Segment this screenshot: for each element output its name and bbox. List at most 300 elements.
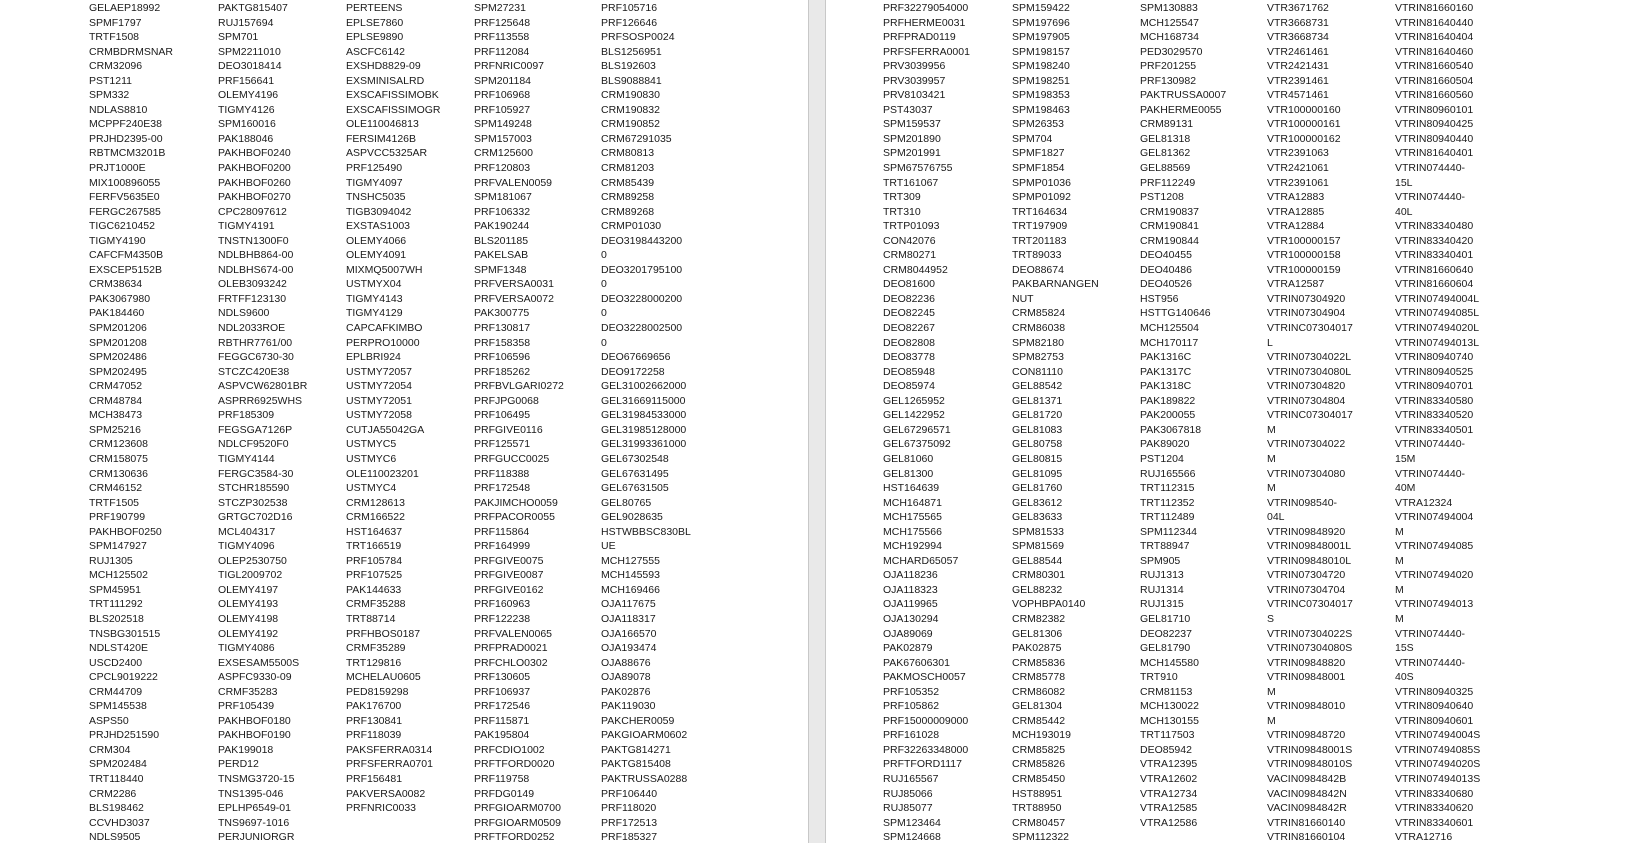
code-cell: RBTHR7761/00: [218, 336, 293, 349]
code-cell: PAKHBOF0260: [218, 176, 291, 189]
code-cell: VTR100000157: [1267, 234, 1341, 247]
code-cell: GEL67302548: [601, 452, 669, 465]
code-cell: PAKHBOF0270: [218, 191, 291, 204]
code-cell: PRF122238: [474, 612, 531, 625]
code-cell: MCH125547: [1140, 16, 1199, 29]
code-cell: PRF164999: [474, 540, 531, 553]
code-cell: USTMY72058: [346, 409, 412, 422]
code-cell: SPM145538: [89, 700, 147, 713]
code-cell: M: [1395, 525, 1404, 538]
code-cell: DEO40526: [1140, 278, 1192, 291]
code-cell: PRFTFORD1117: [883, 758, 962, 771]
code-cell: BLS198462: [89, 802, 144, 815]
code-cell: GEL81710: [1140, 612, 1191, 625]
code-cell: DEO40486: [1140, 263, 1192, 276]
code-cell: PRF120803: [474, 162, 531, 175]
left-column-1: [89, 1, 222, 843]
right-column-4: [1267, 1, 1400, 843]
right-column-5: [1395, 1, 1528, 843]
code-cell: PRFPRAD0021: [474, 642, 548, 655]
code-cell: RUJ85066: [883, 787, 933, 800]
code-cell: VTRIN07304720: [1267, 569, 1346, 582]
code-cell: USTMY72054: [346, 380, 412, 393]
code-cell: PAK1316C: [1140, 351, 1192, 364]
code-cell: OJA89069: [883, 627, 933, 640]
code-cell: VTR2421061: [1267, 162, 1329, 175]
code-cell: PAK184460: [89, 307, 145, 320]
code-cell: RUJ1313: [1140, 569, 1184, 582]
code-cell: GEL88232: [1012, 583, 1063, 596]
code-cell: VTRIN81660104: [1267, 831, 1346, 843]
code-cell: VTR4571461: [1267, 89, 1329, 102]
code-cell: PRFNRIC0033: [346, 802, 417, 815]
code-cell: VTRIN07304080L: [1267, 365, 1352, 378]
code-cell: GEL83612: [1012, 496, 1063, 509]
code-cell: PAK89020: [1140, 438, 1190, 451]
code-cell: TRT112489: [1140, 511, 1195, 524]
code-cell: PRFGIVE0162: [474, 583, 544, 596]
code-cell: CAFCFM4350B: [89, 249, 164, 262]
code-cell: PED8159298: [346, 685, 409, 698]
code-cell: PAK144633: [346, 583, 402, 596]
code-cell: PAK02875: [1012, 642, 1062, 655]
code-cell: CAPCAFKIMBO: [346, 322, 423, 335]
code-cell: VTRIN07304704: [1267, 583, 1346, 596]
code-cell: OLEMY4192: [218, 627, 279, 640]
code-cell: OJA193474: [601, 642, 657, 655]
code-cell: CCVHD3037: [89, 816, 150, 829]
code-cell: OJA117675: [601, 598, 656, 611]
code-cell: PRF156641: [218, 74, 275, 87]
code-cell: MCH175565: [883, 511, 942, 524]
code-cell: PAKTG815407: [218, 2, 288, 14]
code-cell: PRF106937: [474, 685, 531, 698]
code-cell: RUJ1315: [1140, 598, 1184, 611]
code-cell: CRM85778: [1012, 671, 1066, 684]
code-cell: VTRIN074440-: [1395, 162, 1466, 175]
code-cell: GEL81790: [1140, 642, 1191, 655]
code-cell: CRM86082: [1012, 685, 1066, 698]
code-cell: CRM85826: [1012, 758, 1066, 771]
code-cell: PRFGIOARM0509: [474, 816, 561, 829]
code-cell: TRT112315: [1140, 482, 1195, 495]
code-cell: GEL81371: [1012, 394, 1063, 407]
code-cell: CPCL9019222: [89, 671, 158, 684]
code-cell: TRT112352: [1140, 496, 1195, 509]
code-cell: CRM85836: [1012, 656, 1066, 669]
code-cell: PRF201255: [1140, 60, 1197, 73]
right-column-2: [1012, 1, 1145, 843]
code-cell: VTRA12324: [1395, 496, 1453, 509]
code-cell: MCH38473: [89, 409, 143, 422]
code-cell: CRM190841: [1140, 220, 1199, 233]
code-cell: DEO3228002500: [601, 322, 683, 335]
code-cell: GEL83633: [1012, 511, 1063, 524]
code-cell: TRT197909: [1012, 220, 1068, 233]
code-cell: HST164637: [346, 525, 403, 538]
code-cell: CRM8044952: [883, 263, 948, 276]
code-cell: EPLBRI924: [346, 351, 401, 364]
code-cell: PERPRO10000: [346, 336, 420, 349]
code-cell: DEO85974: [883, 380, 935, 393]
code-cell: PRF185327: [601, 831, 658, 843]
code-cell: CRM38634: [89, 278, 143, 291]
code-cell: TIGMY4129: [346, 307, 403, 320]
code-cell: TIGB3094042: [346, 205, 412, 218]
code-cell: MCH145593: [601, 569, 660, 582]
code-cell: OJA130294: [883, 612, 939, 625]
code-cell: TRT88947: [1140, 540, 1190, 553]
code-cell: VTRIN07304080: [1267, 467, 1346, 480]
code-cell: PRF112084: [474, 45, 530, 58]
code-cell: SPM112322: [1012, 831, 1070, 843]
code-cell: VTRIN074440-: [1395, 656, 1466, 669]
code-cell: SPM159422: [1012, 2, 1070, 14]
code-cell: MCH175566: [883, 525, 942, 538]
code-cell: CRM158075: [89, 452, 148, 465]
left-column-3: [346, 1, 479, 816]
code-cell: PRFTFORD0252: [474, 831, 555, 843]
code-cell: PRF158358: [474, 336, 531, 349]
code-cell: VTRIN07494020: [1395, 569, 1474, 582]
code-cell: PAKHERME0055: [1140, 103, 1222, 116]
code-cell: ASCFC6142: [346, 45, 405, 58]
code-cell: MCH193019: [1012, 729, 1071, 742]
code-cell: MCL404317: [218, 525, 276, 538]
code-cell: VTRIN07304022: [1267, 438, 1346, 451]
code-cell: GEL31984533000: [601, 409, 687, 422]
code-cell: VTRIN07304820: [1267, 380, 1346, 393]
code-cell: MCH164871: [883, 496, 942, 509]
code-cell: BLS1256951: [601, 45, 662, 58]
code-cell: PRV8103421: [883, 89, 946, 102]
code-cell: MIX100896055: [89, 176, 161, 189]
code-cell: VTR100000158: [1267, 249, 1341, 262]
code-cell: OJA118323: [883, 583, 938, 596]
code-cell: VTRIN07304022S: [1267, 627, 1353, 640]
code-cell: CRM190832: [601, 103, 660, 116]
code-cell: PRFDG0149: [474, 787, 535, 800]
code-cell: PRF118020: [601, 802, 657, 815]
code-cell: EPLHP6549-01: [218, 802, 291, 815]
code-cell: SPM130883: [1140, 2, 1198, 14]
code-cell: SPM197905: [1012, 31, 1070, 44]
code-cell: PRFTFORD0020: [474, 758, 555, 771]
code-cell: SPM201206: [89, 322, 147, 335]
code-cell: SPMP01036: [1012, 176, 1071, 189]
code-cell: VTR100000161: [1267, 118, 1341, 131]
code-cell: VTRIN80940440: [1395, 132, 1474, 145]
code-cell: TRT310: [883, 205, 921, 218]
code-cell: CRM80457: [1012, 816, 1066, 829]
code-cell: DEO3201795100: [601, 263, 683, 276]
right-column-3: [1140, 1, 1273, 830]
code-cell: GEL67296571: [883, 423, 951, 436]
code-cell: VTRIN83340501: [1395, 423, 1474, 436]
code-cell: VTRA12885: [1267, 205, 1325, 218]
code-cell: VTRIN80940325: [1395, 685, 1474, 698]
code-cell: MCH192994: [883, 540, 942, 553]
code-cell: RUJ165566: [1140, 467, 1196, 480]
code-cell: GEL9028635: [601, 511, 663, 524]
code-cell: VTRA12716: [1395, 831, 1453, 843]
code-cell: HSTWBBSC830BL: [601, 525, 691, 538]
code-cell: GEL81760: [1012, 482, 1063, 495]
code-cell: VTRIN07494004L: [1395, 292, 1480, 305]
code-cell: GEL88569: [1140, 162, 1191, 175]
code-cell: SPM201890: [883, 132, 941, 145]
code-cell: CRM85439: [601, 176, 655, 189]
code-cell: SPM82753: [1012, 351, 1064, 364]
code-cell: TIGMY4144: [218, 452, 275, 465]
code-cell: PRF115871: [474, 714, 530, 727]
code-cell: VTRA12883: [1267, 191, 1325, 204]
code-cell: PAKSFERRA0314: [346, 743, 433, 756]
code-cell: PRF118388: [474, 467, 530, 480]
code-cell: CRM89131: [1140, 118, 1194, 131]
code-cell: SPM332: [89, 89, 130, 102]
code-cell: PAK3067818: [1140, 423, 1202, 436]
code-cell: VTRIN80940740: [1395, 351, 1474, 364]
code-cell: VTR3668734: [1267, 31, 1329, 44]
code-cell: CRM86038: [1012, 322, 1066, 335]
code-cell: SPMF1827: [1012, 147, 1065, 160]
code-cell: GEL31993361000: [601, 438, 687, 451]
code-cell: PAK300775: [474, 307, 530, 320]
code-cell: PRF113558: [474, 31, 530, 44]
code-cell: PAKHBOF0200: [218, 162, 291, 175]
code-cell: MCH168734: [1140, 31, 1199, 44]
code-cell: GEL80758: [1012, 438, 1063, 451]
code-cell: EXSCAFISSIMOGR: [346, 103, 441, 116]
code-cell: RUJ85077: [883, 802, 933, 815]
code-cell: TIGMY4190: [89, 234, 146, 247]
code-cell: OLE110046813: [346, 118, 419, 131]
left-column-5: [601, 1, 734, 843]
code-cell: CRM85442: [1012, 714, 1066, 727]
code-cell: VTRIN83340620: [1395, 802, 1474, 815]
code-cell: GEL31002662000: [601, 380, 687, 393]
code-cell: HST956: [1140, 292, 1179, 305]
code-cell: CPC28097612: [218, 205, 287, 218]
code-cell: BLS9088841: [601, 74, 662, 87]
code-cell: SPM905: [1140, 554, 1181, 567]
code-cell: CRM123608: [89, 438, 148, 451]
code-cell: TNSMG3720-15: [218, 772, 295, 785]
code-cell: PRJHD251590: [89, 729, 160, 742]
code-cell: GEL67631495: [601, 467, 669, 480]
code-cell: VTRIN07304920: [1267, 292, 1346, 305]
code-cell: TRT88714: [346, 612, 396, 625]
code-cell: GEL1422952: [883, 409, 945, 422]
code-cell: SPM202484: [89, 758, 147, 771]
code-cell: OJA89078: [601, 671, 651, 684]
code-cell: PAK195804: [474, 729, 530, 742]
code-cell: EXSCAFISSIMOBK: [346, 89, 439, 102]
code-cell: CRM190852: [601, 118, 660, 131]
code-cell: CRM190837: [1140, 205, 1199, 218]
code-cell: GEL81083: [1012, 423, 1063, 436]
code-cell: PRF130605: [474, 671, 531, 684]
code-cell: GELAEP18992: [89, 2, 161, 14]
code-cell: VTRIN83340420: [1395, 234, 1474, 247]
code-cell: PERD12: [218, 758, 259, 771]
code-cell: CRMBDRMSNAR: [89, 45, 173, 58]
code-cell: GEL81318: [1140, 132, 1191, 145]
code-cell: FERSIM4126B: [346, 132, 417, 145]
code-cell: 0: [601, 336, 607, 349]
code-cell: PAKJIMCHO0059: [474, 496, 558, 509]
code-cell: VTR100000162: [1267, 132, 1341, 145]
code-cell: PRFHERME0031: [883, 16, 966, 29]
code-cell: MCHELAU0605: [346, 671, 421, 684]
code-cell: FRTFF123130: [218, 292, 287, 305]
code-cell: PRFSOSP0024: [601, 31, 675, 44]
code-cell: PAKCHER0059: [601, 714, 675, 727]
code-cell: VTRIN83340580: [1395, 394, 1474, 407]
code-cell: PAK1317C: [1140, 365, 1192, 378]
code-cell: SPM27231: [474, 2, 526, 14]
code-cell: PRV3039956: [883, 60, 946, 73]
code-cell: PRF172548: [474, 482, 531, 495]
left-column-4: [474, 1, 607, 843]
code-cell: EXSMINISALRD: [346, 74, 425, 87]
code-cell: HSTTG140646: [1140, 307, 1211, 320]
code-cell: M: [1267, 423, 1276, 436]
code-cell: PAK119030: [601, 700, 656, 713]
code-cell: M: [1267, 685, 1276, 698]
code-cell: PAKTRUSSA0007: [1140, 89, 1227, 102]
code-cell: M: [1395, 583, 1404, 596]
code-cell: OLEMY4198: [218, 612, 279, 625]
code-cell: SPM124668: [883, 831, 941, 843]
code-cell: SPM198251: [1012, 74, 1070, 87]
page-gutter: [808, 0, 826, 843]
code-cell: TRT129816: [346, 656, 402, 669]
code-cell: SPM202495: [89, 365, 147, 378]
code-cell: PRF118039: [346, 729, 402, 742]
code-cell: PAK67606301: [883, 656, 950, 669]
code-cell: PAKVERSA0082: [346, 787, 426, 800]
code-cell: FERGC267585: [89, 205, 161, 218]
code-cell: PRF106596: [474, 351, 531, 364]
code-cell: CRM32096: [89, 60, 143, 73]
code-cell: USTMYC4: [346, 482, 397, 495]
code-cell: VTRA12586: [1140, 816, 1198, 829]
code-cell: CRM125600: [474, 147, 533, 160]
code-cell: VTRINC07304017: [1267, 598, 1353, 611]
code-cell: L: [1267, 336, 1273, 349]
code-cell: MCH130155: [1140, 714, 1199, 727]
code-cell: CRM190830: [601, 89, 660, 102]
code-cell: GEL1265952: [883, 394, 945, 407]
code-cell: SPM701: [218, 31, 259, 44]
code-cell: PAKHBOF0190: [218, 729, 291, 742]
code-cell: TIGMY4097: [346, 176, 403, 189]
code-cell: TIGMY4096: [218, 540, 275, 553]
code-cell: PRFHBOS0187: [346, 627, 421, 640]
code-cell: VTR3671762: [1267, 2, 1329, 14]
code-cell: STCHR185590: [218, 482, 290, 495]
code-cell: CRM190844: [1140, 234, 1199, 247]
code-cell: RUJ157694: [218, 16, 274, 29]
code-cell: NUT: [1012, 292, 1034, 305]
code-cell: NDLBHB864-00: [218, 249, 294, 262]
code-cell: DEO82236: [883, 292, 935, 305]
code-cell: DEO82245: [883, 307, 935, 320]
code-cell: PRFGIVE0087: [474, 569, 544, 582]
code-cell: VTRIN80940701: [1395, 380, 1474, 393]
code-cell: PERTEENS: [346, 2, 403, 14]
code-cell: SPM198463: [1012, 103, 1070, 116]
code-cell: CRM82382: [1012, 612, 1066, 625]
code-cell: VTRA12602: [1140, 772, 1198, 785]
code-cell: SPM201184: [474, 74, 532, 87]
code-cell: TRT309: [883, 191, 921, 204]
code-cell: PAK200055: [1140, 409, 1196, 422]
code-cell: CRMF35288: [346, 598, 406, 611]
code-cell: SPM202486: [89, 351, 147, 364]
code-cell: M: [1395, 554, 1404, 567]
code-cell: PAKGIOARM0602: [601, 729, 688, 742]
code-cell: BLS192603: [601, 60, 656, 73]
code-cell: VACIN0984842B: [1267, 772, 1347, 785]
code-cell: SPM198240: [1012, 60, 1070, 73]
code-cell: CON42076: [883, 234, 936, 247]
code-cell: PRFJPG0068: [474, 394, 539, 407]
right-column-1: [883, 1, 1016, 843]
code-cell: NDLS9505: [89, 831, 141, 843]
code-cell: SPM81533: [1012, 525, 1064, 538]
code-cell: VTRIN80940525: [1395, 365, 1474, 378]
code-cell: VTRIN07494020L: [1395, 322, 1480, 335]
code-cell: USTMY72057: [346, 365, 412, 378]
code-cell: SPM147927: [89, 540, 147, 553]
code-cell: PRFVALEN0065: [474, 627, 553, 640]
code-cell: VTRIN07494020S: [1395, 758, 1481, 771]
code-cell: DEO85948: [883, 365, 935, 378]
code-cell: VTRIN83340520: [1395, 409, 1474, 422]
code-cell: PAK199018: [218, 743, 274, 756]
code-cell: VACIN0984842N: [1267, 787, 1347, 800]
code-cell: PRFGIVE0116: [474, 423, 543, 436]
code-cell: 15M: [1395, 452, 1416, 465]
code-cell: GEL81060: [883, 452, 934, 465]
code-cell: OLE110023201: [346, 467, 419, 480]
code-cell: GEL88544: [1012, 554, 1063, 567]
code-cell: VTRIN80940640: [1395, 700, 1474, 713]
code-cell: CRM166522: [346, 511, 405, 524]
code-cell: PST1208: [1140, 191, 1184, 204]
code-cell: RUJ1305: [89, 554, 133, 567]
code-cell: VOPHBPA0140: [1012, 598, 1086, 611]
code-cell: DEO82267: [883, 322, 935, 335]
code-cell: PAKTG814271: [601, 743, 671, 756]
code-cell: VTRIN07494013: [1395, 598, 1474, 611]
code-cell: GRTGC702D16: [218, 511, 293, 524]
code-cell: PRF125571: [474, 438, 531, 451]
code-cell: PAK188046: [218, 132, 274, 145]
code-cell: PRF106332: [474, 205, 531, 218]
code-cell: PRFVERSA0072: [474, 292, 554, 305]
code-cell: MCPPF240E38: [89, 118, 162, 131]
code-cell: NDLAS8810: [89, 103, 148, 116]
code-cell: VTRIN07494013S: [1395, 772, 1481, 785]
code-cell: TRT910: [1140, 671, 1178, 684]
code-cell: VTRIN81640404: [1395, 31, 1474, 44]
code-cell: CRMF35289: [346, 642, 406, 655]
code-cell: CRM80301: [1012, 569, 1066, 582]
